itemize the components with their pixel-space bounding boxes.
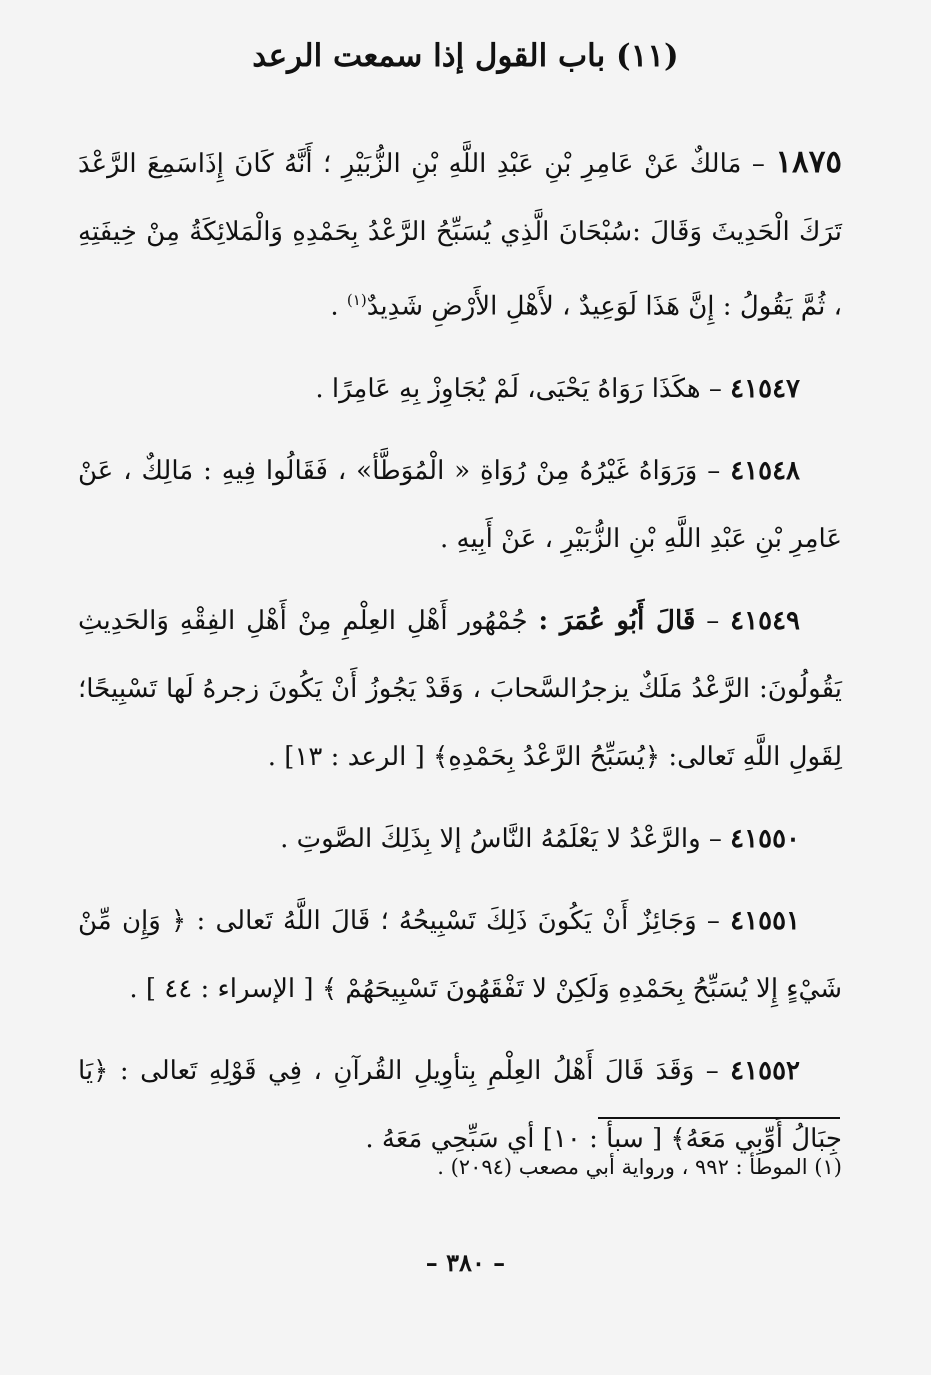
paragraph-number: ٤١٥٤٨ xyxy=(730,455,801,486)
footnote: (١) الموطأ : ٩٩٢ ، ورواية أبي مصعب (٢٠٩٤) . xyxy=(437,1155,842,1179)
paragraph-number: ٤١٥٥٠ xyxy=(730,823,800,854)
chapter-title: (١١) باب القول إذا سمعت الرعد xyxy=(252,38,679,74)
page-number: – ٣٨٠ – xyxy=(425,1248,506,1277)
paragraph-text: – هكَذَا رَوَاهُ يَحْيَى، لَمْ يُجَاوِزْ بِهِ عَامِرًا . xyxy=(315,373,722,404)
footnote-divider xyxy=(598,1117,840,1119)
paragraph-text: – وَقَدَ قَالَ أَهْلُ العِلْمِ بِتأوِيلِ القُرآنِ ، فِي قَوْلِهِ تَعالى : ﴿يَا جِبَالُ أَوِّبِي مَعَهُ﴾ [ سبأ : ١٠] أي سَبِّحِي مَعَهُ . xyxy=(78,1055,842,1154)
paragraph-text: جُمْهُور أَهْلِ العِلْمِ مِنْ أَهْلِ الفِقْهِ وَالحَدِيثِ يَقُولُونَ: الرَّعْدُ مَلَكٌ يزجرُالسَّحابَ ، وَقَدْ يَجُوزُ أَنْ يَكُونَ زجرهُ لَها تَسْبِيحًا؛ لِقَولِ اللَّهِ تَعالى: ﴿يُسَبِّحُ الرَّعْدُ بِحَمْدِهِ﴾ [ الرعد : ١٣] . xyxy=(78,605,842,772)
paragraph-number: ٤١٥٥٢ xyxy=(730,1055,800,1086)
speaker-label: قَالَ أَبُو عُمَرَ : xyxy=(538,605,696,636)
paragraph-text: – وَرَوَاهُ غَيْرُهُ مِنْ رُوَاةِ « الْمُوَطَّأ» ، فَقَالُوا فِيهِ : مَالِكٌ ، عَنْ عَامِرِ بْنِ عَبْدِ اللَّهِ بْنِ الزُّبَيْرِ ، عَنْ أَبِيهِ . xyxy=(78,455,842,554)
page-body xyxy=(78,128,842,1173)
paragraph-number: ٤١٥٥١ xyxy=(730,905,800,936)
hadith-paragraph: ١٨٧٥ – مَالكٌ عَنْ عَامِرِ بْنِ عَبْدِ اللَّهِ بْنِ الزُّبَيْرِ ؛ أَنَّهُ كَانَ إِذَاسَمِعَ الرَّعْدَ تَرَكَ الْحَدِيثَ وَقَالَ :سُبْحَانَ الَّذِي يُسَبِّحُ الرَّعْدُ بِحَمْدِهِ وَالْمَلائِكَةُ مِنْ خِيفَتِهِ ، ثُمَّ يَقُولُ : إِنَّ هَذَا لَوَعِيدٌ ، لأَهْلِ الأَرْضِ شَدِيدٌ$^{(١)}$ . xyxy=(78,144,843,322)
commentary-paragraph-4552 xyxy=(78,1037,842,1173)
footnote-reference: (١) xyxy=(346,291,367,309)
commentary-paragraph-4549: ٤١٥٤٩ – قَالَ أَبُو عُمَرَ : جُمْهُور أَهْلِ العِلْمِ مِنْ أَهْلِ الفِقْهِ وَالحَدِيثِ يَقُولُونَ: الرَّعْدُ مَلَكٌ يزجرُالسَّحابَ ، وَقَدْ يَجُوزُ أَنْ يَكُونَ زجرهُ لَها تَسْبِيحًا؛ لِقَولِ اللَّهِ تَعالى: ﴿يُسَبِّحُ الرَّعْدُ بِحَمْدِهِ﴾ [ الرعد : ١٣] . xyxy=(78,605,842,772)
paragraph-text: – وَجَائِزٌ أَنْ يَكُونَ ذَلِكَ تَسْبِيحُهُ ؛ قَالَ اللَّهُ تَعالى : ﴿ وَإِن مِّنْ شَيْءٍ إِلا يُسَبِّحُ بِحَمْدِهِ وَلَكِنْ لا تَفْقَهُونَ تَسْبِيحَهُمْ ﴾ [ الإسراء : ٤٤ ] . xyxy=(78,905,842,1004)
commentary-paragraph-4551 xyxy=(78,887,842,1023)
paragraph-number: ٤١٥٤٩ xyxy=(730,605,800,636)
commentary-paragraph-4550 xyxy=(78,805,842,873)
paragraph-number: ٤١٥٤٧ xyxy=(730,373,800,404)
commentary-paragraph-4548 xyxy=(78,437,842,573)
hadith-text: – مَالكٌ عَنْ عَامِرِ بْنِ عَبْدِ اللَّهِ بْنِ الزُّبَيْرِ ؛ أَنَّهُ كَانَ إِذَاسَمِعَ الرَّعْدَ تَرَكَ الْحَدِيثَ وَقَالَ :سُبْحَانَ الَّذِي يُسَبِّحُ الرَّعْدُ بِحَمْدِهِ وَالْمَلائِكَةُ مِنْ خِيفَتِهِ ، ثُمَّ يَقُولُ : إِنَّ هَذَا لَوَعِيدٌ ، لأَهْلِ الأَرْضِ شَدِيدٌ xyxy=(78,149,842,322)
paragraph-text: – والرَّعْدُ لا يَعْلَمُهُ النَّاسُ إلا بِذَلِكَ الصَّوتِ . xyxy=(280,823,722,854)
hadith-number: ١٨٧٥ xyxy=(775,144,843,180)
commentary-paragraph-4547 xyxy=(78,355,842,423)
